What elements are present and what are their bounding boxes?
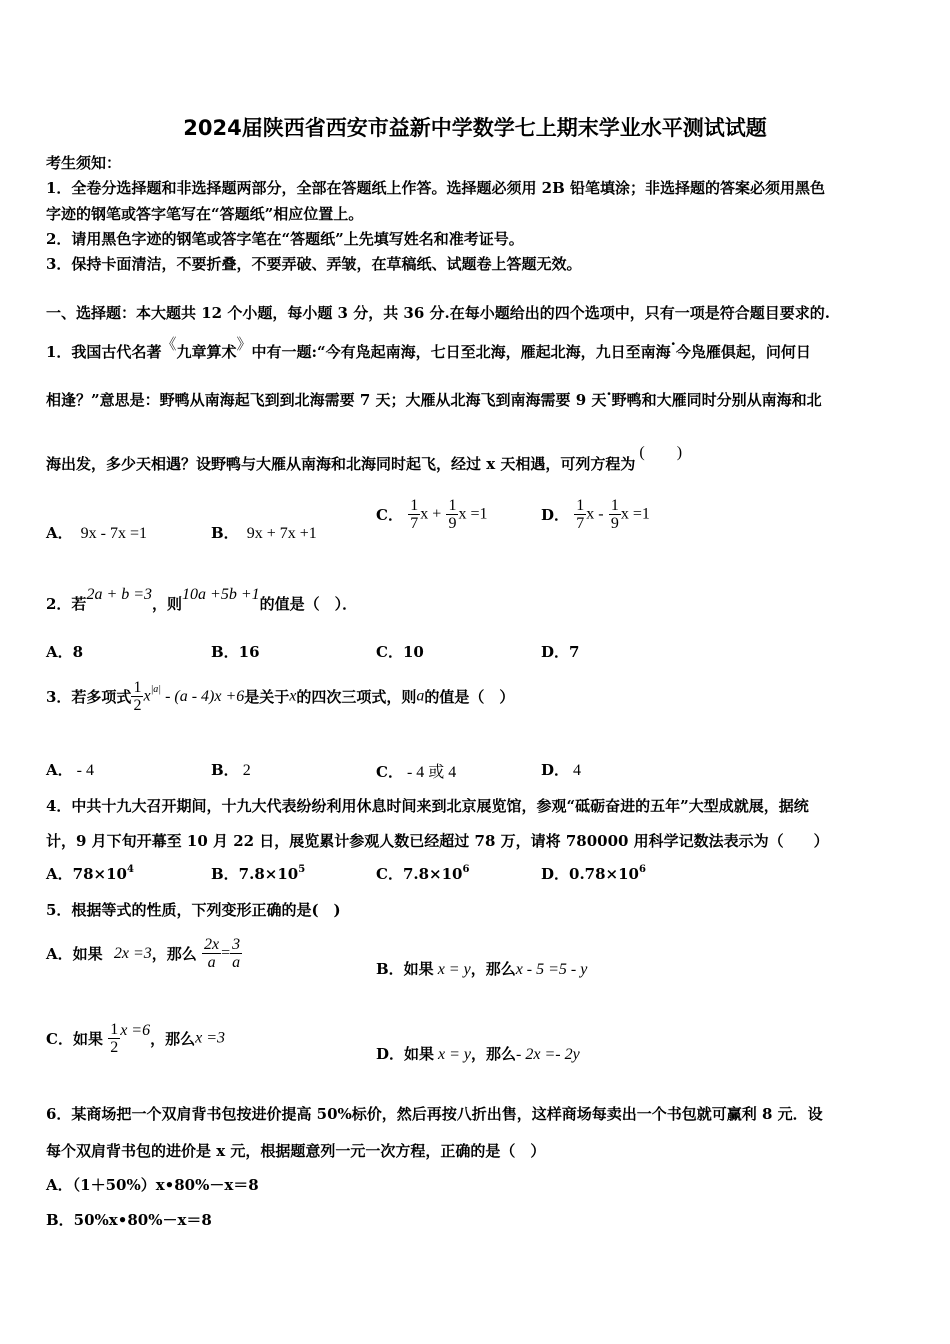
option-exponent: 5 xyxy=(298,864,306,875)
q1-line-2-b: 野鸭和大雁同时分别从南海和北 xyxy=(611,391,822,409)
fraction: $\frac{1}{7}$ xyxy=(576,497,585,532)
q3-option-a[interactable] xyxy=(46,759,94,780)
option-formula: 9x + 7x +1 xyxy=(246,525,317,542)
option-value: D．0.78×10 xyxy=(541,865,639,883)
q1-dot: · xyxy=(670,335,676,353)
q2-option-d[interactable]: D．7 xyxy=(541,643,580,661)
q6-line-1: 6．某商场把一个双肩背书包按进价提高 50%标价，然后再按八折出售，这样商场每卖出一个书包就可赢利 8 元．设 xyxy=(46,1105,823,1123)
option-result: x - 5 =5 - y xyxy=(515,961,588,978)
fraction: $\frac{1}{9}$ xyxy=(448,497,457,532)
q2-text: 2．若 xyxy=(46,595,87,613)
option-formula: x =1 xyxy=(458,505,488,523)
q4-option-b[interactable] xyxy=(211,863,305,884)
option-label: D． xyxy=(541,506,570,524)
q1-option-a[interactable] xyxy=(46,522,147,543)
option-condition: x = y xyxy=(437,961,471,978)
fraction: $\frac{3}{a}$ xyxy=(232,936,241,971)
q5-option-c[interactable] xyxy=(46,1021,225,1056)
q3-variable: x xyxy=(143,687,151,705)
option-label: A．如果 xyxy=(46,945,103,963)
q4-line-2: 计，9 月下旬开幕至 10 月 22 日，展览累计参观人数已经超过 78 万，请将 780000 用科学记数法表示为（ ） xyxy=(46,832,829,850)
q1-line-2 xyxy=(46,385,822,410)
q5-stem: 5．根据等式的性质，下列变形正确的是( ) xyxy=(46,901,341,919)
notice-line-1: 1．全卷分选择题和非选择题两部分，全部在答题纸上作答。选择题必须用 2B 铅笔填涂；非选择题的答案必须用黑色 xyxy=(46,179,826,197)
option-text: ，那么 xyxy=(470,960,516,978)
q1-line-1 xyxy=(46,335,811,362)
q1-book-close: 》 xyxy=(236,335,252,353)
option-label: D． xyxy=(541,761,570,779)
q6-option-a[interactable]: A．（1＋50%）x•80%－x＝8 xyxy=(46,1176,259,1194)
q3-option-b[interactable] xyxy=(211,759,251,780)
option-label: D．如果 xyxy=(376,1045,435,1063)
q3-option-d[interactable] xyxy=(541,759,581,780)
option-formula: x =1 xyxy=(620,505,650,523)
option-exponent: 6 xyxy=(462,864,470,875)
q3-text: 是关于 xyxy=(244,688,290,706)
q1-line-2-a: 相逢？”意思是：野鸭从南海起飞到到北海需要 7 天；大雁从北海飞到南海需要 9 天 xyxy=(46,391,607,409)
q4-line-1: 4．中共十九大召开期间，十九大代表纷纷利用休息时间来到北京展览馆，参观“砥砺奋进的五年”大型成就展，据统 xyxy=(46,797,809,815)
q3-text: 的四次三项式，则 xyxy=(296,688,417,706)
option-condition: 2x =3 xyxy=(113,944,152,962)
option-formula: 9x - 7x =1 xyxy=(80,525,147,542)
q3-text: 3．若多项式 xyxy=(46,688,132,706)
q1-line-3-text: 海出发，多少天相遇？设野鸭与大雁从南海和北海同时起飞，经过 x 天相遇，可列方程为 xyxy=(46,455,636,473)
notice-heading: 考生须知： xyxy=(46,154,122,172)
q1-text-b: 中有一题:“今有凫起南海，七日至北海，雁起北海，九日至南海 xyxy=(251,343,671,361)
q2-text: ，则 xyxy=(152,595,183,613)
option-label: A． xyxy=(46,761,73,779)
q2-condition: 2a + b =3 xyxy=(86,586,153,603)
option-text: ，那么 xyxy=(471,1045,517,1063)
q1-book-title: 九章算术 xyxy=(176,343,237,361)
option-label: B． xyxy=(211,761,239,779)
q5-option-b[interactable] xyxy=(376,958,587,979)
q4-option-d[interactable] xyxy=(541,863,646,884)
option-text: ，那么 xyxy=(150,1030,196,1048)
q2-option-b[interactable]: B．16 xyxy=(211,643,260,661)
section-heading: 一、选择题：本大题共 12 个小题，每小题 3 分，共 36 分.在每小题给出的四个选项中，只有一项是符合题目要求的. xyxy=(46,304,830,322)
option-value: A．78×10 xyxy=(46,865,127,883)
q5-option-a[interactable] xyxy=(46,936,242,971)
q3-stem xyxy=(46,679,514,714)
fraction: $\frac{1}{2}$ xyxy=(133,679,142,714)
option-label: B． xyxy=(211,524,239,542)
q3-variable: a xyxy=(416,687,425,705)
option-formula: x + xyxy=(420,505,442,523)
option-condition: x =6 xyxy=(120,1021,151,1039)
q2-expression: 10a +5b +1 xyxy=(182,586,260,603)
option-result: x =3 xyxy=(195,1029,226,1047)
option-value: C．7.8×10 xyxy=(376,865,463,883)
q5-option-d[interactable] xyxy=(376,1043,580,1064)
q2-stem xyxy=(46,583,358,613)
option-value: - 4 xyxy=(76,762,94,779)
q2-text: 的值是（ ）． xyxy=(259,595,358,613)
option-exponent: 4 xyxy=(126,864,134,875)
q3-option-c[interactable] xyxy=(376,759,456,782)
q4-option-a[interactable] xyxy=(46,863,134,884)
option-result: - 2x =- 2y xyxy=(516,1046,580,1063)
q3-text: 的值是（ ） xyxy=(424,688,515,706)
q3-exponent: |a| xyxy=(150,684,162,695)
option-value: 2 xyxy=(242,762,251,779)
option-text: ，那么 xyxy=(151,945,197,963)
notice-line-4: 3．保持卡面清洁，不要折叠，不要弄破、弄皱，在草稿纸、试题卷上答题无效。 xyxy=(46,255,582,273)
fraction: $\frac{2x}{a}$ xyxy=(204,936,220,971)
q6-line-2: 每个双肩背书包的进价是 x 元，根据题意列一元一次方程，正确的是（ ） xyxy=(46,1142,546,1160)
option-value: B．7.8×10 xyxy=(211,865,299,883)
page-title: 2024届陕西省西安市益新中学数学七上期末学业水平测试试题 xyxy=(183,116,767,140)
q2-option-a[interactable]: A．8 xyxy=(46,643,84,661)
notice-line-3: 2．请用黑色字迹的钢笔或答字笔在“答题纸”上先填写姓名和准考证号。 xyxy=(46,230,524,248)
option-label: C． xyxy=(376,506,403,524)
q1-option-d[interactable] xyxy=(541,497,650,532)
notice-line-2: 字迹的钢笔或答字笔写在“答题纸”相应位置上。 xyxy=(46,205,364,223)
q1-line-3 xyxy=(46,444,683,474)
q1-text-c: 今凫雁俱起，问何日 xyxy=(675,343,811,361)
q3-polynomial: - (a - 4)x +6 xyxy=(165,687,245,705)
q1-option-b[interactable] xyxy=(211,522,317,543)
q1-text-a: 1．我国古代名著 xyxy=(46,343,162,361)
fraction: $\frac{1}{7}$ xyxy=(410,497,419,532)
fraction: $\frac{1}{9}$ xyxy=(610,497,619,532)
option-value: - 4 或 4 xyxy=(406,764,457,781)
option-label: C． xyxy=(376,763,403,781)
option-formula: x - xyxy=(586,505,604,523)
option-condition: x = y xyxy=(438,1046,472,1063)
option-label: B．如果 xyxy=(376,960,434,978)
q4-option-c[interactable] xyxy=(376,863,469,884)
q1-dot-2: · xyxy=(606,385,612,403)
option-label: A． xyxy=(46,524,73,542)
q6-option-b[interactable]: B．50%x•80%－x＝8 xyxy=(46,1211,212,1229)
q1-answer-paren: ( ) xyxy=(639,444,683,461)
q2-option-c[interactable]: C．10 xyxy=(376,643,424,661)
q3-variable: x xyxy=(289,687,297,705)
option-exponent: 6 xyxy=(638,864,646,875)
option-equals: = xyxy=(221,944,231,962)
option-label: C．如果 xyxy=(46,1030,103,1048)
fraction: $\frac{1}{2}$ xyxy=(110,1021,119,1056)
q1-book-open: 《 xyxy=(161,335,177,353)
q1-option-c[interactable] xyxy=(376,497,487,532)
option-value: 4 xyxy=(573,762,582,779)
